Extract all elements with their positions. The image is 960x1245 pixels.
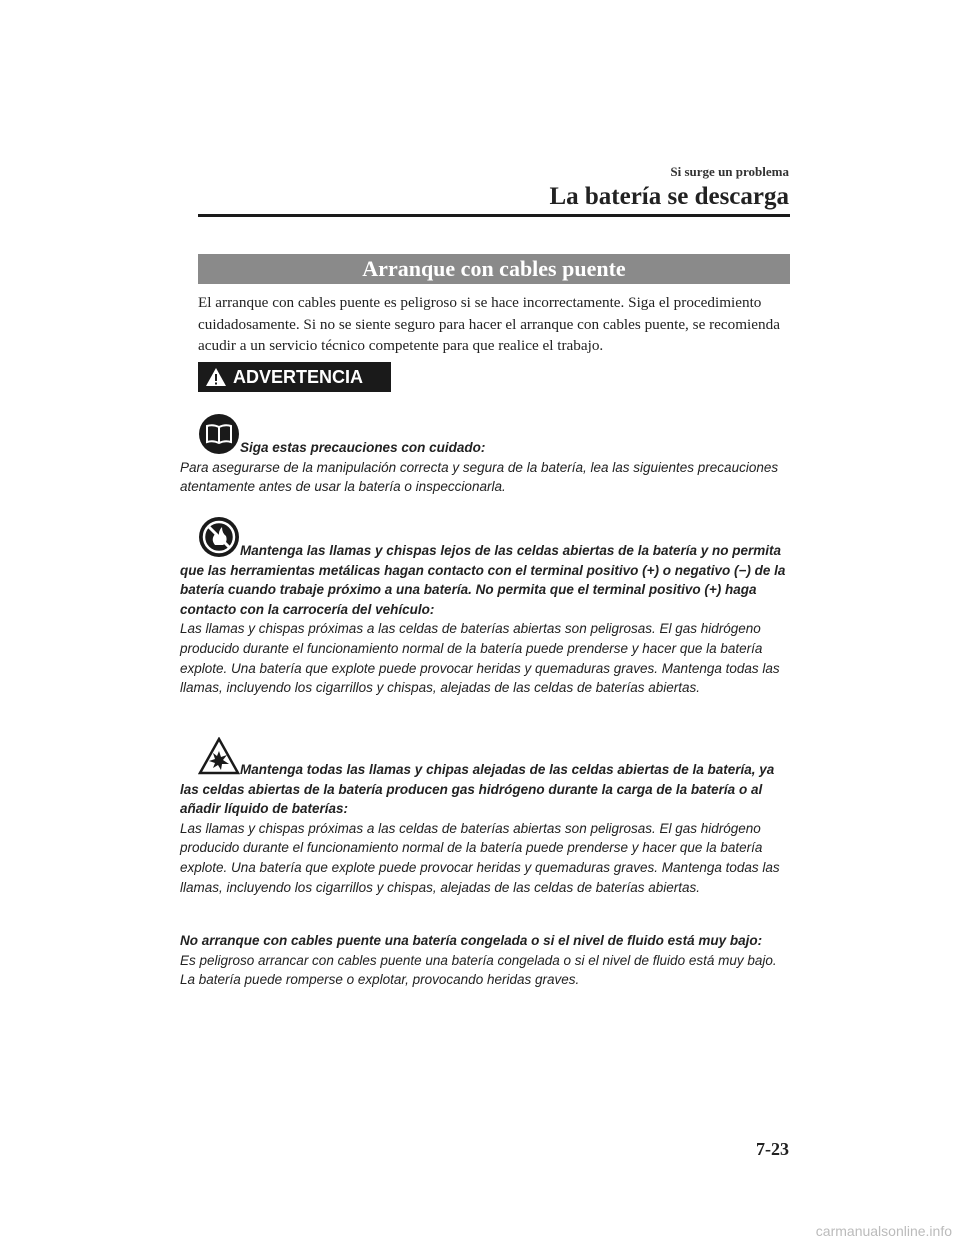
warning-heading-3: Mantenga todas las llamas y chipas alejadas de las celdas abiertas de la batería, ya las celdas abiertas de la batería producen gas hidrógeno durante la carga de la batería o al añadir líquido de baterías: — [180, 762, 775, 817]
header-rule — [198, 214, 790, 217]
watermark: carmanualsonline.info — [815, 1223, 952, 1239]
warning-body-3: Las llamas y chispas próximas a las celdas de baterías abiertas son peligrosas. El gas hidrógeno producido durante el funcionamiento normal de la batería puede prenderse y hacer que la batería explote. Una batería que explote puede provocar heridas y quemaduras graves. Mantenga todas las llamas, incluyendo los cigarrillos y chispas, alejadas de las celdas de baterías abiertas. — [180, 820, 780, 895]
warning-body-2: Las llamas y chispas próximas a las celdas de baterías abiertas son peligrosas. El gas hidrógeno producido durante el funcionamiento normal de la batería puede prenderse y hacer que la batería explote. Una batería que explote puede provocar heridas y quemaduras graves. Mantenga todas las llamas, incluyendo los cigarrillos y chispas, alejadas de las celdas de baterías abiertas. — [180, 621, 780, 696]
warning-block-3 — [180, 760, 792, 897]
page-number: 7-23 — [756, 1139, 789, 1159]
intro-paragraph: El arranque con cables puente es peligroso si se hace incorrectamente. Siga el procedimiento cuidadosamente. Si no se siente seguro para hacer el arranque con cables puente, se recomienda acudir a un servicio técnico competente para que realice el trabajo. — [198, 294, 780, 354]
warning-heading-4: No arranque con cables puente una batería congelada o si el nivel de fluido está muy bajo: — [180, 933, 763, 948]
warning-badge — [198, 362, 391, 392]
warning-label: ADVERTENCIA — [233, 367, 364, 387]
warning-heading-2: Mantenga las llamas y chispas lejos de las celdas abiertas de la batería y no permita que las herramientas metálicas hagan contacto con el terminal positivo (+) o negativo (−) de la batería cuando trabaje próximo a una batería. No permita que el terminal positivo (+) haga contacto con la carrocería del vehículo: — [180, 543, 786, 617]
warning-body-4: Es peligroso arrancar con cables puente una batería congelada o si el nivel de fluido está muy bajo. La batería puede romperse o explotar, provocando heridas graves. — [180, 952, 777, 988]
section-title: Arranque con cables puente — [198, 254, 790, 284]
warning-block-1 — [180, 438, 792, 497]
warning-heading-1: Siga estas precauciones con cuidado: — [240, 440, 486, 455]
warning-block-2 — [180, 541, 792, 698]
running-header-section: Si surge un problema — [670, 164, 789, 179]
warning-body-1: Para asegurarse de la manipulación correcta y segura de la batería, lea las siguientes precauciones atentamente antes de usar la batería o inspeccionarla. — [180, 459, 779, 495]
warning-triangle-icon — [205, 367, 227, 387]
warning-block-4 — [180, 931, 792, 990]
running-header-title: La batería se descarga — [549, 183, 789, 210]
